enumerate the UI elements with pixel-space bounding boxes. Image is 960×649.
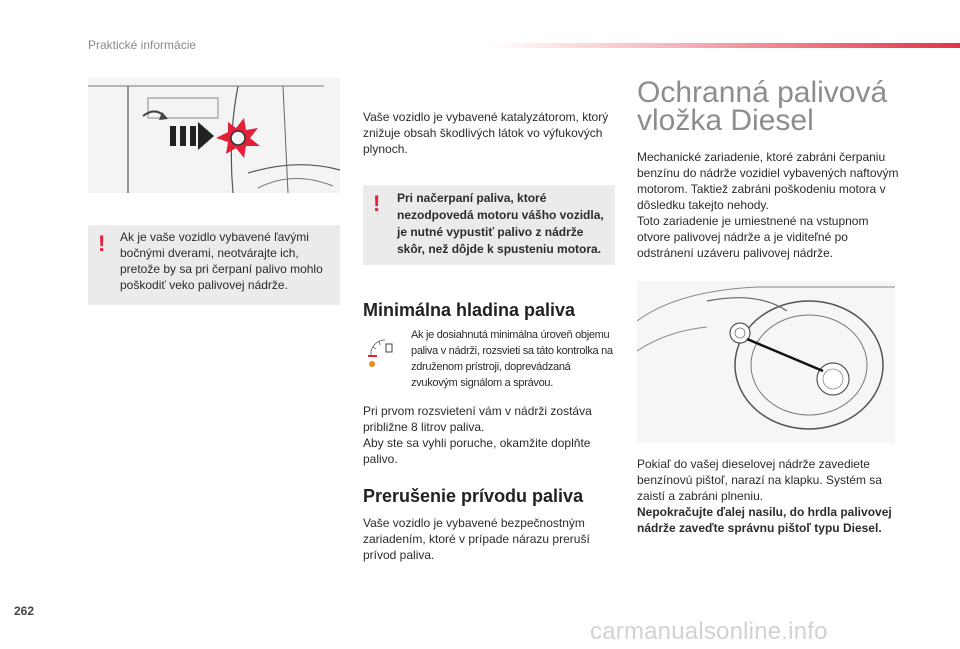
fuel-cutoff-heading: Prerušenie prívodu paliva: [363, 486, 584, 506]
diesel-caption-bold: Nepokračujte ďalej nasilu, do hrdla palivovej nádrže zaveďte správnu pištoľ typu Diesel.: [637, 505, 892, 535]
car-side-drawing: [88, 78, 340, 193]
diesel-filler-neck-illustration: [637, 281, 895, 443]
diesel-insert-title-line2: vložka Diesel: [637, 104, 814, 137]
wrong-fuel-warning-text: Pri načerpaní paliva, ktoré nezodpovedá motoru vášho vozidla, je nutné vypustiť palivo z nádrže skôr, než dôjde k spusteniu motora.: [397, 191, 604, 256]
min-fuel-indicator-text: Ak je dosiahnutá minimálna úroveň objemu paliva v nádrži, rozsvieti sa táto kontrolka na združenom prístroji, doprevádzaná zvukovým signálom a správou.: [411, 329, 613, 389]
header-accent-stripe: [488, 43, 960, 48]
fuel-gauge-low-icon: [367, 334, 397, 368]
catalyst-intro-text: Vaše vozidlo je vybavené katalyzátorom, ktorý znižuje obsah škodlivých látok vo výfukových plynoch.: [363, 110, 609, 156]
side-door-warning-text: Ak je vaše vozidlo vybavené ľavými bočnými dverami, neotvárajte ich, pretože by sa pri čerpaní palivo mohlo poškodiť veko palivovej nádrže.: [120, 230, 323, 292]
min-fuel-body-text: Pri prvom rozsvietení vám v nádrži zostáva približne 8 litrov paliva. Aby ste sa vyhli poruche, okamžite doplňte palivo.: [363, 404, 592, 466]
side-door-warning-box: [88, 225, 340, 305]
wrong-fuel-warning-box: [363, 185, 615, 265]
diesel-caption-normal: Pokiaľ do vašej dieselovej nádrže zavediete benzínovú pištoľ, narazí na klapku. Systém sa zaistí a zabráni plneniu.: [637, 457, 882, 503]
min-fuel-level-heading: Minimálna hladina paliva: [363, 300, 576, 320]
diesel-insert-body-text: Mechanické zariadenie, ktoré zabráni čerpaniu benzínu do nádrže vozidiel vybavených naftovým motorom. Taktiež zabráni poškodeniu motora v dôsledku takejto nehody. Toto zariadenie je umiestnené na vstupnom otvore palivovej nádrže a je viditeľné po odstránení uzáveru palivovej nádrže.: [637, 150, 899, 260]
watermark: carmanualsonline.info: [590, 618, 828, 645]
warning-icon: !: [373, 191, 381, 216]
diesel-caption-text: [637, 456, 899, 536]
page-number: 262: [14, 604, 35, 618]
car-fuel-door-illustration: [88, 78, 340, 193]
filler-neck-drawing: [637, 281, 895, 443]
section-title: Praktické informácie: [88, 38, 197, 52]
warning-icon: !: [98, 231, 106, 256]
diesel-insert-title-line1: Ochranná palivová: [637, 76, 888, 109]
fuel-cutoff-body-text: Vaše vozidlo je vybavené bezpečnostným zariadením, ktoré v prípade nárazu preruší prívod paliva.: [363, 516, 590, 562]
